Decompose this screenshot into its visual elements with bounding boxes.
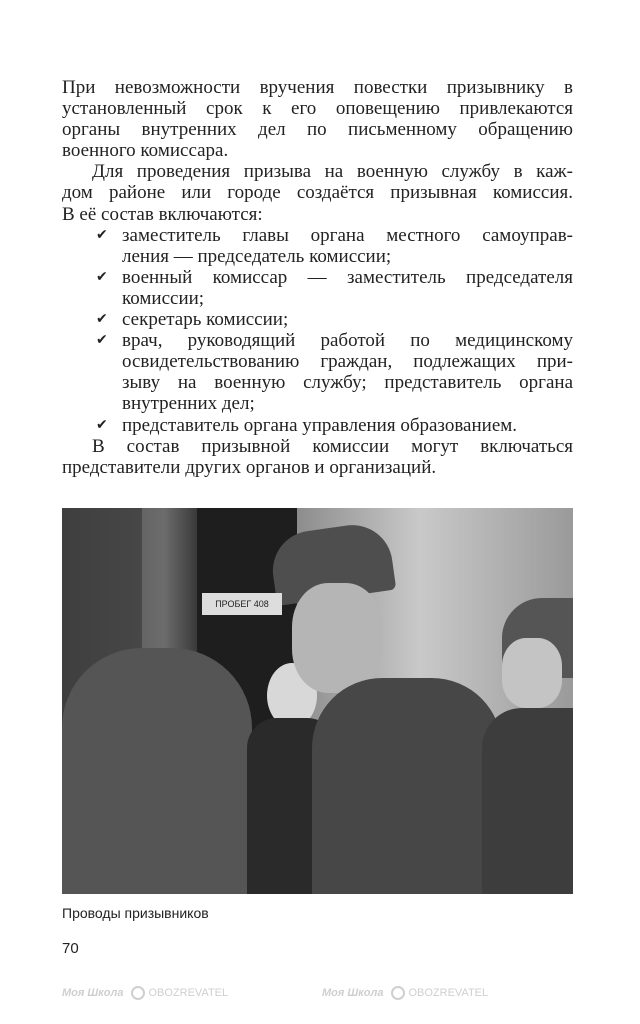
text-line: [62, 372, 573, 393]
text-line: [62, 330, 573, 351]
text-line: В её состав включаются:: [62, 203, 263, 225]
watermark-brand-1: Моя Школа: [62, 987, 124, 999]
paragraph-3: [62, 436, 573, 478]
text-line: [62, 246, 573, 267]
watermark-layer: [62, 985, 573, 1005]
watermark: [62, 985, 228, 1001]
watermark-brand-2: OBOZREVATEL: [148, 987, 229, 999]
paragraph-2: [62, 161, 573, 224]
text-line: установленный срок к его оповещению привлекаются: [62, 98, 573, 120]
photo-caption: Проводы призывников: [62, 905, 209, 921]
text-line: [62, 393, 573, 414]
text-line: военного комиссара.: [62, 140, 229, 162]
text-line: Для проведения призыва на военную службу в каж-: [92, 161, 573, 183]
text-line: дом районе или городе создаётся призывная комиссия.: [62, 182, 573, 204]
body-text: [62, 77, 573, 478]
checkmark-icon: ✔: [96, 332, 108, 349]
list-item: [62, 267, 573, 309]
checkmark-icon: ✔: [96, 416, 108, 433]
text-line: органы внутренних дел по письменному обращению: [62, 119, 573, 141]
list-item-text: военный комиссар — заместитель председателя: [122, 266, 573, 288]
text-line: [62, 267, 573, 288]
page-number: 70: [62, 940, 79, 957]
list-item-text: заместитель главы органа местного самоуправ-: [122, 224, 573, 246]
text-line: [62, 415, 573, 436]
list-item: [62, 225, 573, 267]
obozrevatel-logo-icon: [131, 986, 145, 1000]
text-line: В состав призывной комиссии могут включаться: [92, 435, 573, 457]
train-sign: ПРОБЕГ 408: [202, 593, 282, 615]
list-item-text: врач, руководящий работой по медицинскому: [122, 330, 573, 352]
list-item: [62, 330, 573, 414]
checkmark-icon: ✔: [96, 311, 108, 328]
text-line: [62, 351, 573, 372]
list-item: [62, 415, 573, 436]
text-line: [62, 309, 573, 330]
text-line: При невозможности вручения повестки призывнику в: [62, 77, 573, 98]
list-item-text: секретарь комиссии;: [122, 309, 289, 331]
list-item-text: внутренних дел;: [122, 393, 255, 415]
text-line: [62, 225, 573, 246]
paragraph-1: [62, 77, 573, 161]
watermark: [322, 985, 488, 1001]
checkmark-icon: ✔: [96, 226, 108, 243]
list-item: [62, 309, 573, 330]
photo-conscripts-farewell: [62, 508, 573, 894]
list-item-text: представитель органа управления образованием.: [122, 414, 518, 436]
text-line: [62, 288, 573, 309]
list-item-text: ления — председатель комиссии;: [122, 245, 392, 267]
commission-members-list: [62, 225, 573, 436]
list-item-text: зыву на военную службу; представитель органа: [122, 372, 573, 394]
obozrevatel-logo-icon: [391, 986, 405, 1000]
text-line: представители других органов и организаций.: [62, 456, 437, 478]
checkmark-icon: ✔: [96, 268, 108, 285]
list-item-text: освидетельствованию граждан, подлежащих при-: [122, 351, 573, 373]
list-item-text: комиссии;: [122, 287, 205, 309]
watermark-brand-2: OBOZREVATEL: [408, 987, 489, 999]
watermark-brand-1: Моя Школа: [322, 987, 384, 999]
